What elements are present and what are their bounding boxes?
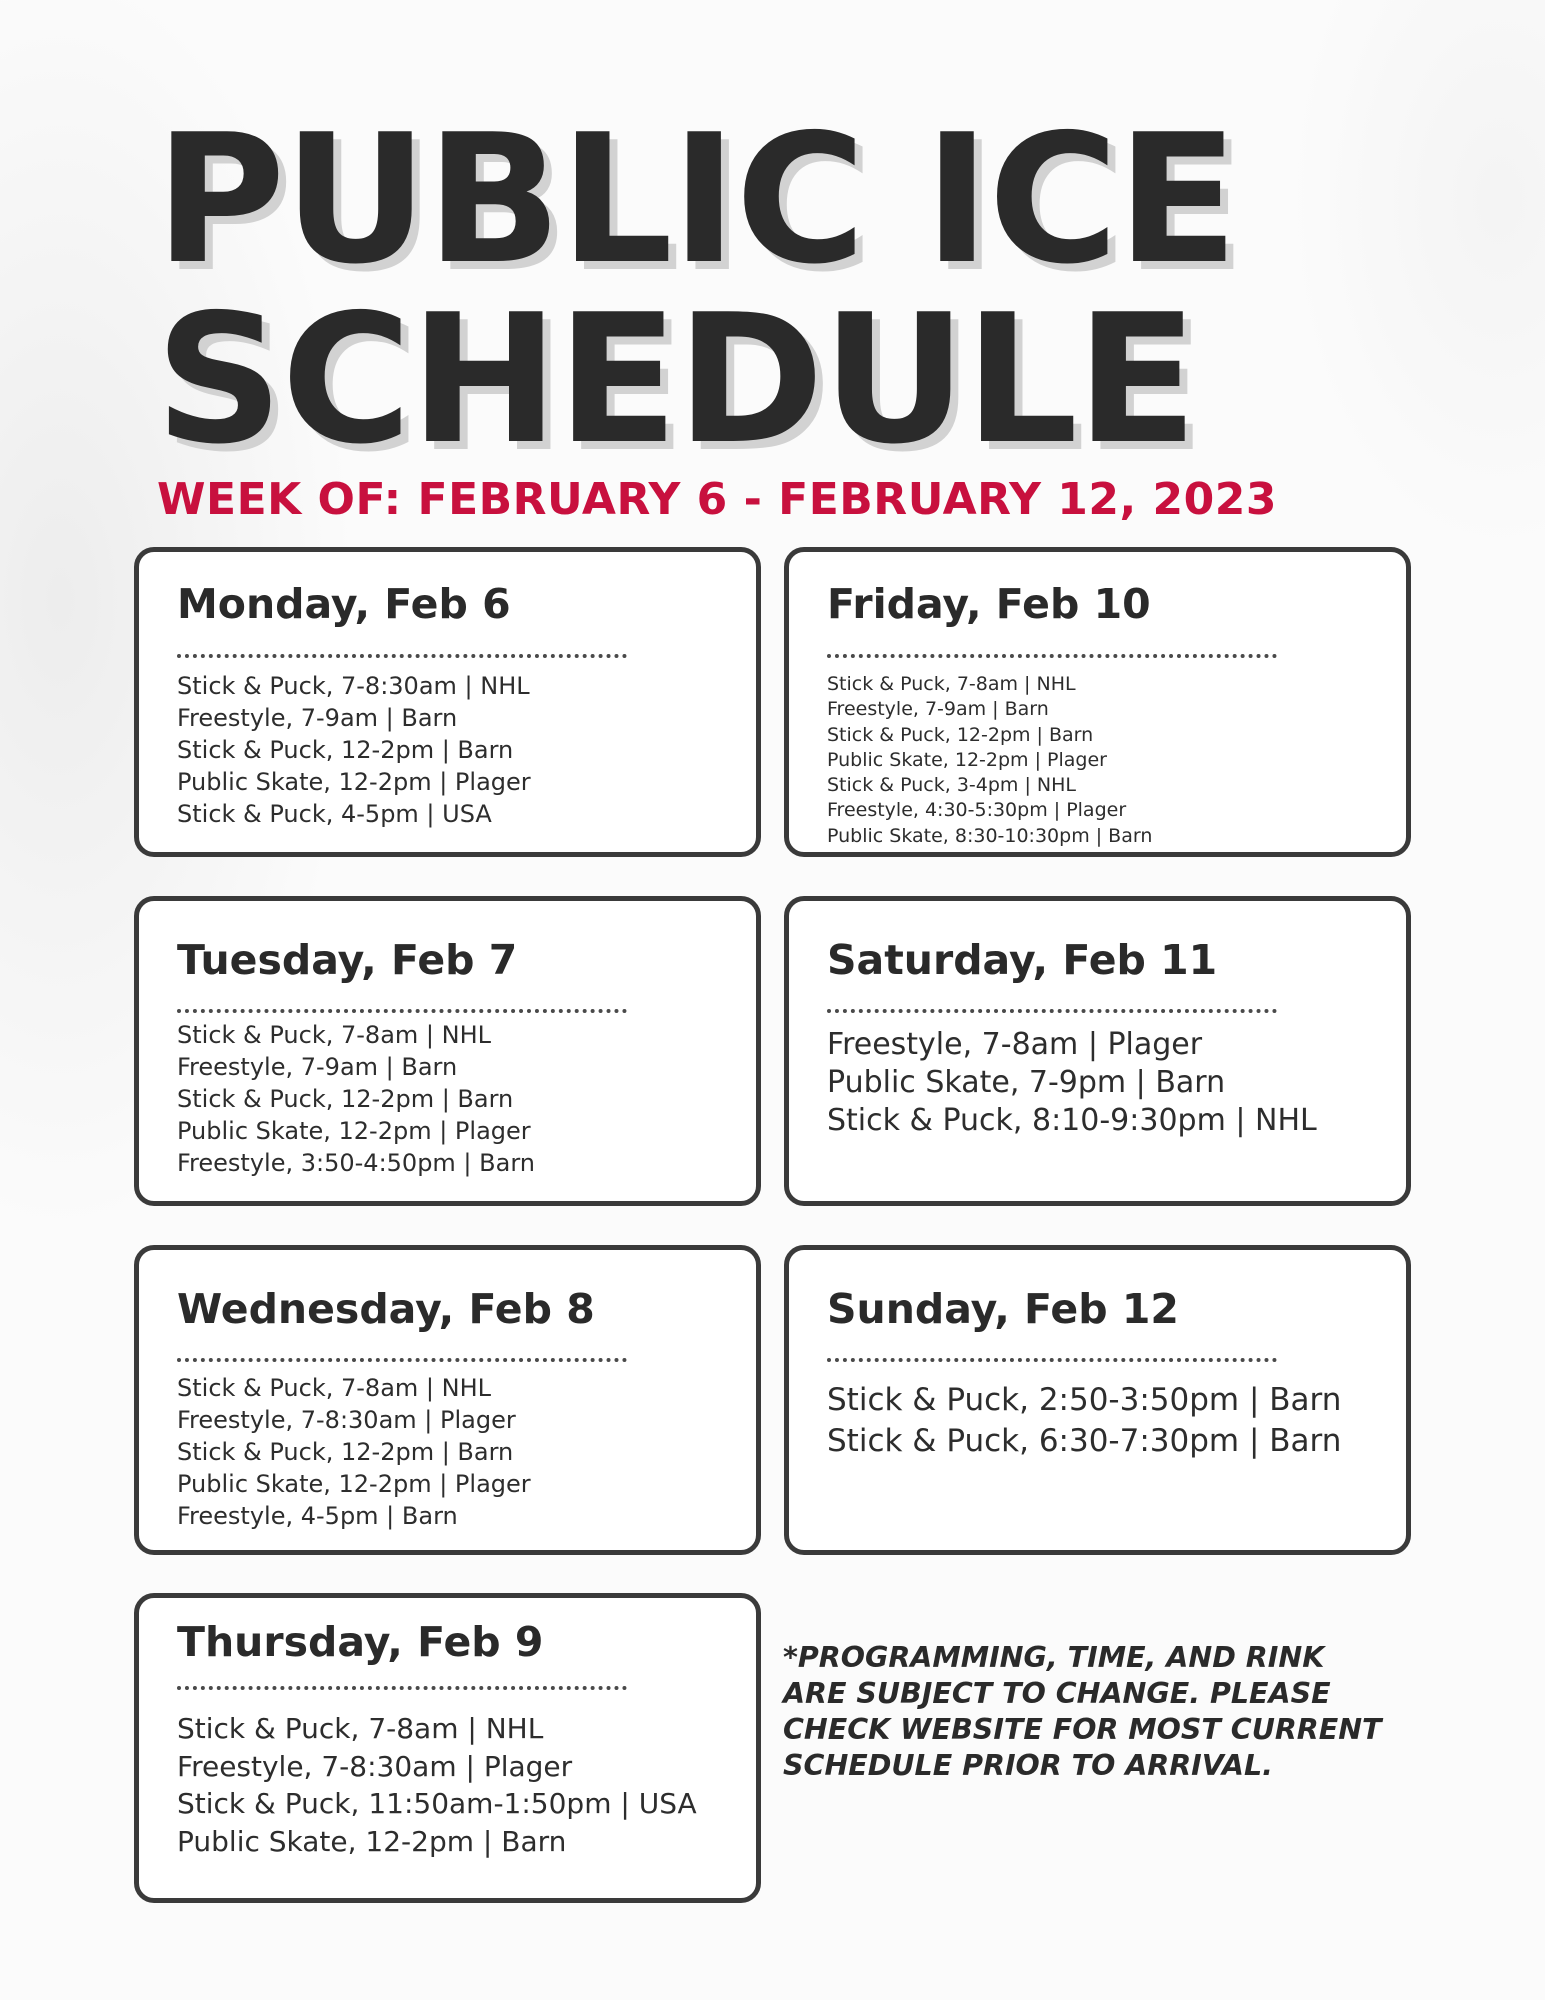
day-card-thursday [134, 1593, 761, 1903]
disclaimer-line: *PROGRAMMING, TIME, AND RINK [783, 1641, 1325, 1674]
session-list [177, 1019, 535, 1179]
list-item: Stick & Puck, 8:10-9:30pm | NHL [827, 1103, 1317, 1138]
list-item: Stick & Puck, 12-2pm | Barn [827, 723, 1094, 746]
dotted-divider [827, 654, 1277, 658]
title-line-1: PUBLIC ICE [155, 96, 1237, 303]
list-item: Public Skate, 8:30-10:30pm | Barn [827, 824, 1153, 847]
list-item: Freestyle, 7-8am | Plager [827, 1027, 1203, 1062]
week-of-heading: WEEK OF: FEBRUARY 6 - FEBRUARY 12, 2023 [157, 474, 1277, 525]
dotted-divider [177, 1686, 627, 1690]
dotted-divider [177, 1358, 627, 1362]
list-item: Stick & Puck, 7-8am | NHL [177, 1374, 491, 1402]
list-item: Freestyle, 7-9am | Barn [177, 704, 458, 732]
session-list [177, 1710, 697, 1860]
dotted-divider [177, 1009, 627, 1013]
session-list [827, 672, 1152, 849]
session-list [177, 670, 531, 830]
dotted-divider [827, 1358, 1277, 1362]
page-title [155, 96, 1237, 483]
list-item: Freestyle, 3:50-4:50pm | Barn [177, 1149, 535, 1177]
list-item: Public Skate, 12-2pm | Plager [177, 768, 531, 796]
session-list [827, 1380, 1341, 1462]
list-item: Stick & Puck, 12-2pm | Barn [177, 1438, 514, 1466]
list-item: Stick & Puck, 7-8am | NHL [177, 1712, 544, 1745]
list-item: Stick & Puck, 4-5pm | USA [177, 800, 492, 828]
dotted-divider [827, 1009, 1277, 1013]
disclaimer-line: CHECK WEBSITE FOR MOST CURRENT [783, 1713, 1382, 1746]
list-item: Freestyle, 7-9am | Barn [177, 1053, 458, 1081]
list-item: Stick & Puck, 7-8:30am | NHL [177, 672, 530, 700]
session-list [177, 1372, 531, 1532]
list-item: Freestyle, 7-8:30am | Plager [177, 1749, 573, 1783]
list-item: Freestyle, 7-8:30am | Plager [177, 1406, 516, 1434]
list-item: Stick & Puck, 7-8am | NHL [827, 673, 1076, 695]
title-line-2: SCHEDULE [155, 276, 1196, 483]
dotted-divider [177, 654, 627, 658]
day-title: Wednesday, Feb 8 [177, 1285, 595, 1333]
list-item: Stick & Puck, 12-2pm | Barn [177, 736, 514, 764]
day-title: Monday, Feb 6 [177, 580, 511, 628]
list-item: Stick & Puck, 7-8am | NHL [177, 1021, 491, 1049]
disclaimer-line: ARE SUBJECT TO CHANGE. PLEASE [783, 1677, 1331, 1710]
list-item: Public Skate, 12-2pm | Plager [177, 1470, 531, 1498]
list-item: Stick & Puck, 6:30-7:30pm | Barn [827, 1423, 1342, 1459]
list-item: Public Skate, 12-2pm | Plager [827, 748, 1107, 771]
day-card-monday [134, 547, 761, 857]
list-item: Stick & Puck, 11:50am-1:50pm | USA [177, 1787, 697, 1820]
day-title: Sunday, Feb 12 [827, 1285, 1179, 1333]
list-item: Freestyle, 4-5pm | Barn [177, 1502, 458, 1530]
list-item: Freestyle, 7-9am | Barn [827, 698, 1049, 721]
list-item: Stick & Puck, 2:50-3:50pm | Barn [827, 1382, 1342, 1418]
disclaimer-note [783, 1640, 1382, 1784]
day-title: Tuesday, Feb 7 [177, 936, 518, 984]
day-card-saturday [784, 896, 1411, 1206]
day-card-sunday [784, 1245, 1411, 1555]
day-title: Saturday, Feb 11 [827, 936, 1218, 984]
day-card-wednesday [134, 1245, 761, 1555]
list-item: Stick & Puck, 12-2pm | Barn [177, 1085, 514, 1113]
day-card-tuesday [134, 896, 761, 1206]
list-item: Public Skate, 12-2pm | Plager [177, 1117, 531, 1145]
day-title: Friday, Feb 10 [827, 580, 1151, 628]
list-item: Public Skate, 12-2pm | Barn [177, 1824, 567, 1858]
disclaimer-line: SCHEDULE PRIOR TO ARRIVAL. [783, 1749, 1273, 1782]
list-item: Stick & Puck, 3-4pm | NHL [827, 774, 1076, 797]
session-list [827, 1026, 1317, 1140]
day-title: Thursday, Feb 9 [177, 1618, 544, 1666]
day-card-friday [784, 547, 1411, 857]
list-item: Public Skate, 7-9pm | Barn [827, 1065, 1226, 1100]
list-item: Freestyle, 4:30-5:30pm | Plager [827, 799, 1127, 822]
